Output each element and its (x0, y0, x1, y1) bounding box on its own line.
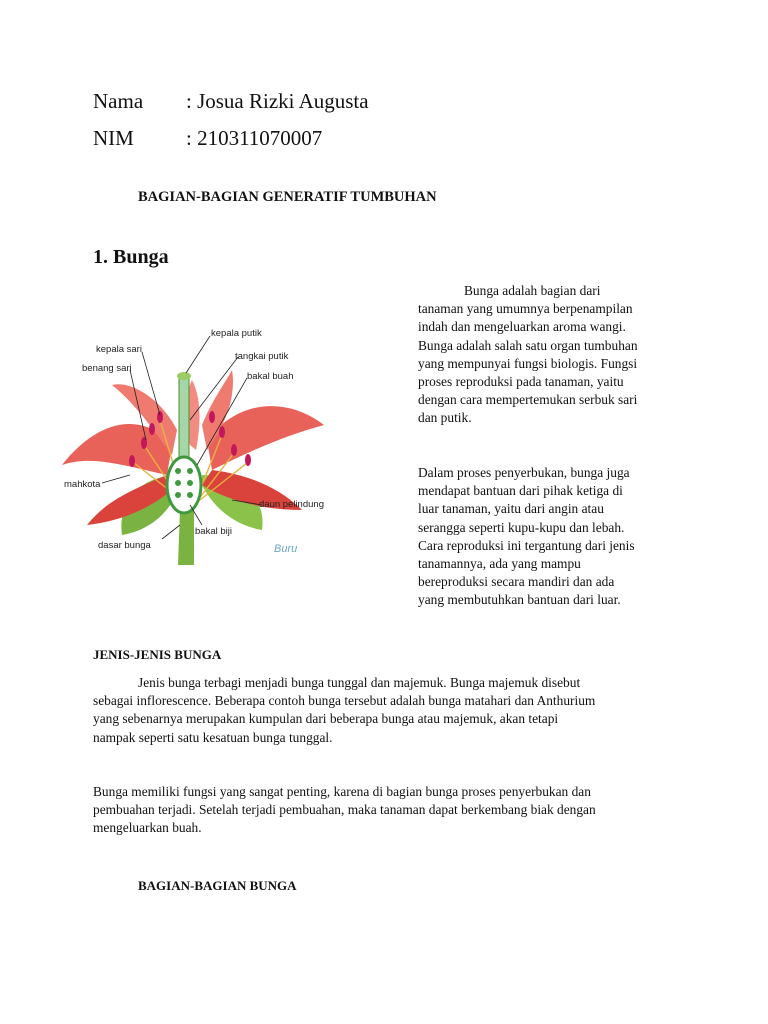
text-line: pembuahan terjadi. Setelah terjadi pembuahan, maka tanaman dapat berkembang biak dengan (93, 802, 596, 818)
text-line: tanamannya, ada yang mampu (418, 556, 581, 572)
bunga-paragraph-2 (418, 464, 635, 610)
section-heading-bunga: 1. Bunga (93, 246, 169, 268)
jenis-paragraph-1 (93, 674, 595, 747)
text-line: Bunga memiliki fungsi yang sangat penting, karena di bagian bunga proses penyerbukan dan (93, 784, 591, 799)
text-line: proses reproduksi pada tanaman, yaitu (418, 374, 624, 390)
text-line: Cara reproduksi ini tergantung dari jenis (418, 537, 635, 553)
nama-value: : Josua Rizki Augusta (186, 89, 369, 113)
text-line: dan putik. (418, 410, 472, 426)
text-line: Bunga adalah salah satu organ tumbuhan (418, 337, 638, 353)
text-line: indah dan mengeluarkan aroma wangi. (418, 319, 626, 335)
watermark: Buru (274, 543, 298, 555)
page-title: BAGIAN-BAGIAN GENERATIF TUMBUHAN (138, 189, 437, 205)
text-line: Dalam proses penyerbukan, bunga juga (418, 465, 630, 480)
text-line: dengan cara mempertemukan serbuk sari (418, 392, 638, 408)
text-line: mendapat bantuan dari pihak ketiga di (418, 483, 623, 499)
nim-label: NIM (93, 126, 134, 150)
label-tangkai-putik: tangkai putik (235, 351, 289, 362)
label-mahkota: mahkota (64, 479, 101, 490)
nim-value: : 210311070007 (186, 126, 323, 150)
heading-jenis-bunga: JENIS-JENIS BUNGA (93, 647, 222, 662)
label-benang-sari: benang sari (82, 363, 132, 374)
text-line: yang mempunyai fungsi biologis. Fungsi (418, 355, 638, 371)
text-line: tanaman yang umumnya berpenampilan (418, 301, 633, 317)
jenis-paragraph-2 (93, 783, 596, 838)
label-kepala-sari: kepala sari (96, 344, 142, 355)
text-line: sebagai inflorescence. Beberapa contoh bunga tersebut adalah bunga matahari dan Anthurium (93, 693, 596, 709)
label-daun-pelindung: daun pelindung (259, 499, 324, 510)
flower-diagram (62, 325, 332, 565)
text-line: Bunga adalah bagian dari (464, 283, 601, 298)
text-line: bereproduksi secara mandiri dan ada (418, 574, 615, 590)
text-line: mengeluarkan buah. (93, 820, 202, 836)
heading-bagian-bunga: BAGIAN-BAGIAN BUNGA (138, 878, 297, 893)
nama-label: Nama (93, 89, 144, 113)
label-bakal-biji: bakal biji (195, 526, 232, 537)
text-line: yang sebenarnya merupakan kumpulan dari beberapa bunga atau majemuk, akan tetapi (93, 711, 559, 727)
text-line: Jenis bunga terbagi menjadi bunga tunggal dan majemuk. Bunga majemuk disebut (138, 675, 581, 690)
bunga-paragraph-1 (418, 282, 638, 428)
text-line: nampak seperti satu kesatuan bunga tunggal. (93, 729, 333, 745)
text-line: serangga seperti kupu-kupu dan lebah. (418, 519, 625, 535)
label-dasar-bunga: dasar bunga (98, 540, 151, 551)
label-bakal-buah: bakal buah (247, 371, 294, 382)
text-line: yang membutuhkan bantuan dari luar. (418, 592, 621, 608)
text-line: luar tanaman, yaitu dari angin atau (418, 501, 604, 517)
label-kepala-putik: kepala putik (211, 328, 262, 339)
